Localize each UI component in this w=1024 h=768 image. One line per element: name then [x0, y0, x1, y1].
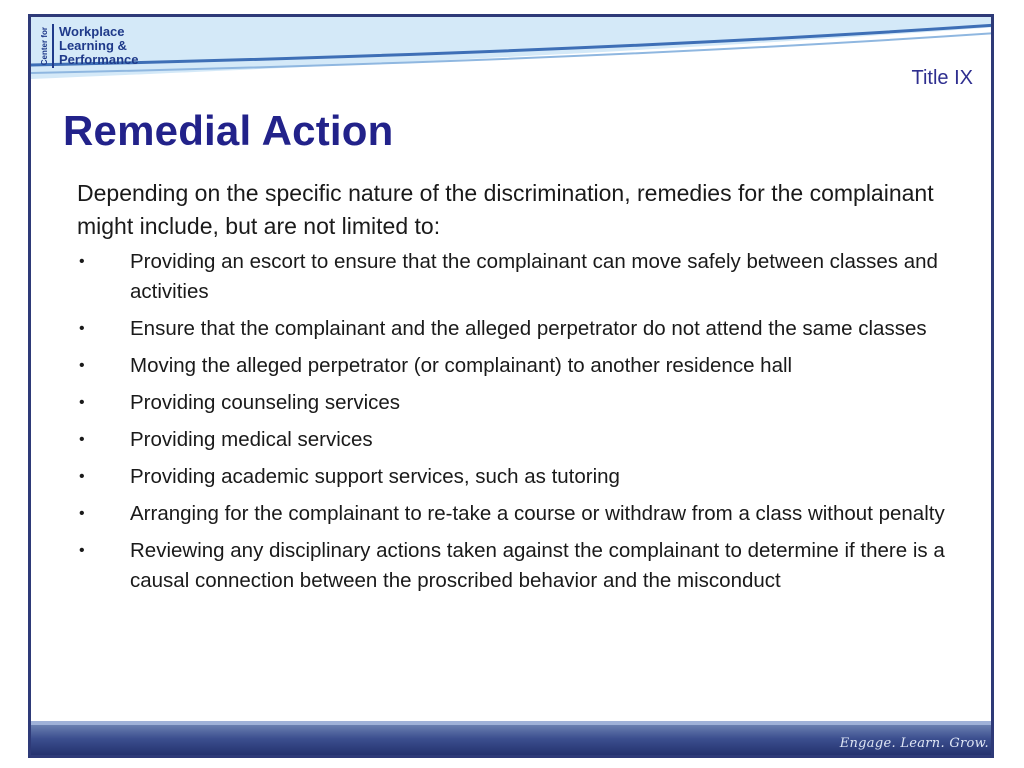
list-item: [77, 462, 977, 492]
logo-wordmark: [59, 25, 138, 67]
bullet-icon: •: [79, 357, 85, 374]
bullet-icon: •: [79, 505, 85, 522]
list-item-text: Ensure that the complainant and the alleged perpetrator do not attend the same classes: [130, 317, 927, 340]
footer-tagline: Engage. Learn. Grow.: [839, 736, 989, 751]
list-item: [77, 351, 977, 381]
bullet-icon: •: [79, 431, 85, 448]
list-item: [77, 388, 977, 418]
list-item-text: Arranging for the complainant to re-take a course or withdraw from a class without penalty: [130, 502, 945, 525]
logo-line: Performance: [59, 52, 139, 67]
bullet-icon: •: [79, 394, 85, 411]
list-item-text: Providing an escort to ensure that the complainant can move safely between classes and activities: [130, 250, 938, 303]
footer-bar: [31, 725, 994, 755]
list-item: [77, 247, 977, 307]
list-item: [77, 499, 977, 529]
list-item-text: Moving the alleged perpetrator (or complainant) to another residence hall: [130, 354, 793, 377]
intro-paragraph: Depending on the specific nature of the discrimination, remedies for the complainant might include, but are not limited to:: [77, 180, 934, 239]
logo-divider: [52, 24, 54, 68]
list-item-text: Providing academic support services, such as tutoring: [130, 465, 620, 488]
bullet-icon: •: [79, 468, 85, 485]
list-item: [77, 314, 977, 344]
list-item-text: Reviewing any disciplinary actions taken against the complainant to determine if there is a causal connection between the proscribed behavior and the misconduct: [130, 539, 945, 592]
organization-logo: [41, 21, 138, 71]
list-item-text: Providing counseling services: [130, 391, 401, 414]
bullet-icon: •: [79, 253, 85, 270]
document-tag: Title IX: [911, 67, 973, 89]
logo-line: Workplace: [59, 24, 125, 39]
list-item: [77, 536, 977, 596]
bullet-icon: •: [79, 320, 85, 337]
slide-frame: [28, 14, 994, 758]
list-item: [77, 425, 977, 455]
bullet-icon: •: [79, 542, 85, 559]
logo-vertical-text: Center for: [40, 26, 49, 66]
slide-title: Remedial Action: [63, 107, 394, 154]
list-item-text: Providing medical services: [130, 428, 373, 451]
header-swoosh-graphic: [31, 17, 994, 97]
logo-line: Learning &: [59, 38, 127, 53]
slide-body: [77, 177, 977, 603]
remedies-list: [77, 247, 977, 596]
